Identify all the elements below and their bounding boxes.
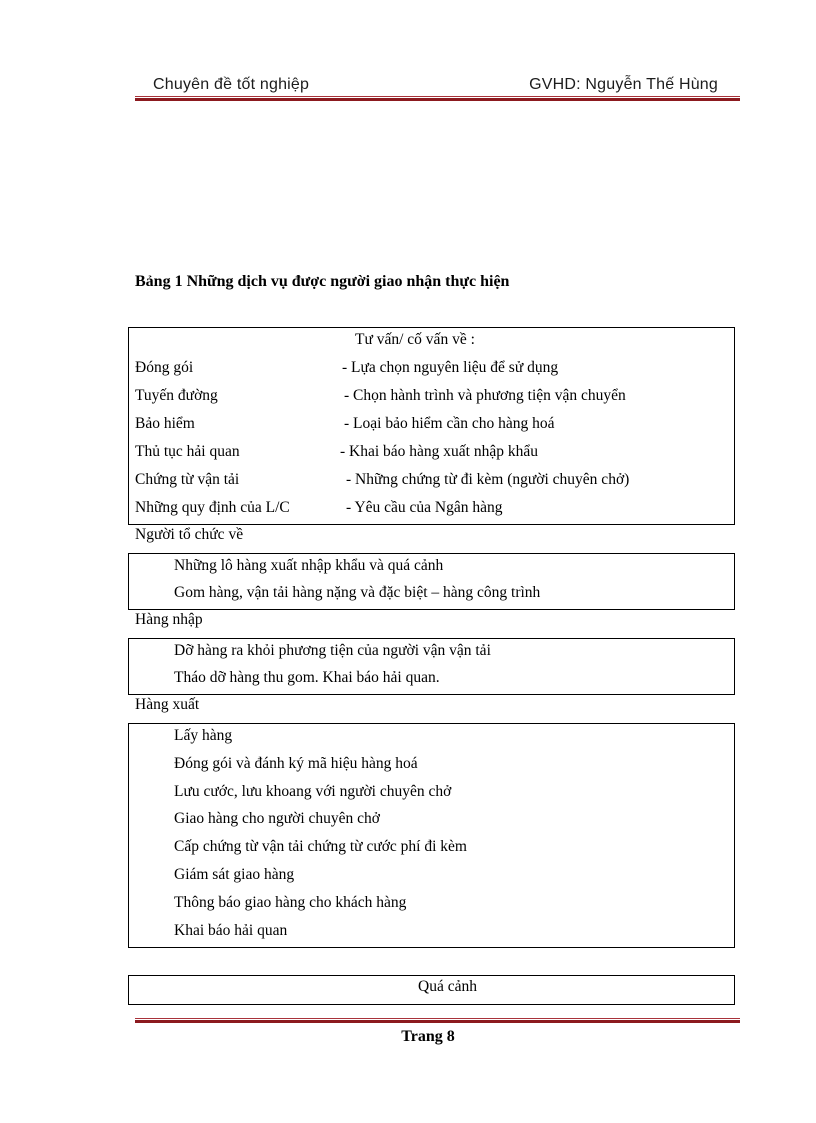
export-item: Cấp chứng từ vận tải chứng từ cước phí đi kèm: [174, 838, 467, 855]
advisory-row-left: Chứng từ vận tải: [135, 471, 240, 488]
advisory-row-right: - Khai báo hàng xuất nhập khẩu: [340, 443, 538, 460]
header-title: Chuyên đề tốt nghiệp: [153, 76, 310, 93]
export-item: Khai báo hải quan: [174, 922, 288, 939]
table-title: Bảng 1 Những dịch vụ được người giao nhận thực hiện: [135, 273, 510, 290]
export-item: Giám sát giao hàng: [174, 866, 295, 883]
page-number: Trang 8: [401, 1028, 455, 1045]
import-item: Dỡ hàng ra khỏi phương tiện của người vận vận tải: [174, 642, 491, 659]
organizer-item: Những lô hàng xuất nhập khẩu và quá cảnh: [174, 557, 444, 574]
advisory-box: [128, 327, 735, 525]
footer-divider: [135, 1018, 740, 1023]
import-label: Hàng nhập: [135, 611, 203, 628]
export-item: Giao hàng cho người chuyên chở: [174, 810, 381, 827]
transit-box: [128, 975, 735, 1005]
organizer-item: Gom hàng, vận tải hàng nặng và đặc biệt – hàng công trình: [174, 584, 541, 601]
organizer-box: [128, 553, 735, 610]
advisory-row-right: - Yêu cầu của Ngân hàng: [346, 499, 503, 516]
export-item: Lấy hàng: [174, 727, 233, 744]
import-box: [128, 638, 735, 695]
export-label: Hàng xuất: [135, 696, 200, 713]
advisory-row-left: Tuyến đường: [135, 387, 218, 404]
export-box: [128, 723, 735, 948]
import-item: Tháo dỡ hàng thu gom. Khai báo hải quan.: [174, 669, 440, 686]
advisory-row-right: - Loại bảo hiểm cần cho hàng hoá: [344, 415, 555, 432]
organizer-label: Người tổ chức về: [135, 526, 244, 543]
transit-label: Quá cảnh: [418, 978, 477, 995]
export-item: Lưu cước, lưu khoang với người chuyên chở: [174, 783, 452, 800]
advisory-row-left: Đóng gói: [135, 359, 194, 376]
export-item: Đóng gói và đánh ký mã hiệu hàng hoá: [174, 755, 418, 772]
advisory-row-right: - Những chứng từ đi kèm (người chuyên chở): [346, 471, 630, 488]
header-supervisor: GVHD: Nguyễn Thế Hùng: [529, 76, 718, 93]
header-divider: [135, 96, 740, 101]
export-item: Thông báo giao hàng cho khách hàng: [174, 894, 407, 911]
advisory-heading: Tư vấn/ cố vấn về :: [355, 331, 475, 348]
advisory-row-left: Những quy định của L/C: [135, 499, 290, 516]
advisory-row-left: Thủ tục hải quan: [135, 443, 240, 460]
advisory-row-left: Bảo hiểm: [135, 415, 195, 432]
advisory-row-right: - Chọn hành trình và phương tiện vận chuyển: [344, 387, 626, 404]
advisory-row-right: - Lựa chọn nguyên liệu để sử dụng: [342, 359, 559, 376]
